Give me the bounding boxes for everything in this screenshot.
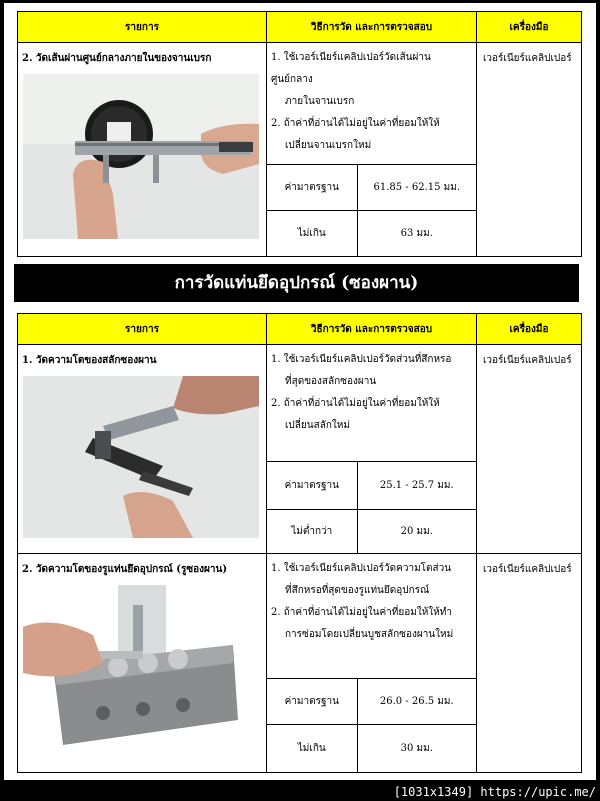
header-method: วิธีการวัด และการตรวจสอบ bbox=[267, 12, 477, 43]
pin-measurement-photo bbox=[23, 376, 259, 538]
method-step-2-cont: การซ่อมโดยเปลี่ยนบูชสลักซองผานใหม่ bbox=[285, 629, 454, 640]
method-step-1: 1. ใช้เวอร์เนียร์แคลิปเปอร์วัดเส้นผ่านศูนย์กลาง bbox=[271, 52, 431, 85]
header-tool: เครื่องมือ bbox=[477, 12, 582, 43]
standard-label: ค่ามาตรฐาน bbox=[267, 164, 357, 210]
minimum-label: ไม่ต่ำกว่า bbox=[267, 509, 357, 553]
tool-cell bbox=[477, 43, 582, 257]
method-step-2: 2. ถ้าค่าที่อ่านได้ไม่อยู่ในค่าที่ยอมให้ให้ bbox=[271, 398, 440, 409]
standard-value: 61.85 - 62.15 มม. bbox=[357, 164, 476, 210]
item-title: 1. วัดความโตของสลักซองผาน bbox=[22, 355, 157, 366]
tool-cell bbox=[477, 345, 582, 554]
method-cell bbox=[267, 43, 477, 257]
item-cell bbox=[18, 345, 267, 554]
item-cell bbox=[18, 554, 267, 773]
header-method: วิธีการวัด และการตรวจสอบ bbox=[267, 314, 477, 345]
spec-values bbox=[267, 164, 476, 257]
brake-disc-measurement-photo bbox=[23, 74, 259, 239]
limit-label: ไม่เกิน bbox=[267, 210, 357, 256]
method-step-2-cont: เปลี่ยนสลักใหม่ bbox=[285, 420, 350, 431]
method-cell bbox=[267, 554, 477, 773]
tool-cell bbox=[477, 554, 582, 773]
item-title: 2. วัดเส้นผ่านศูนย์กลางภายในของจานเบรก bbox=[22, 53, 212, 64]
standard-value: 25.1 - 25.7 มม. bbox=[357, 461, 476, 509]
standard-value: 26.0 - 26.5 มม. bbox=[357, 678, 476, 724]
item-cell bbox=[18, 43, 267, 257]
spec-values bbox=[267, 461, 476, 554]
method-step-1: 1. ใช้เวอร์เนียร์แคลิปเปอร์วัดส่วนที่สึกหรอ bbox=[271, 354, 452, 365]
item-title: 2. วัดความโตของรูแท่นยึดอุปกรณ์ (รูซองผาน) bbox=[22, 564, 228, 575]
limit-label: ไม่เกิน bbox=[267, 724, 357, 772]
header-item: รายการ bbox=[18, 12, 267, 43]
standard-label: ค่ามาตรฐาน bbox=[267, 678, 357, 724]
method-step-1-cont: ภายในจานเบรก bbox=[285, 96, 355, 107]
method-step-2-cont: เปลี่ยนจานเบรกใหม่ bbox=[285, 140, 372, 151]
method-step-1-cont: ที่สุดของสลักซองผาน bbox=[285, 376, 377, 387]
tool-name: เวอร์เนียร์แคลิปเปอร์ bbox=[483, 564, 572, 575]
standard-label: ค่ามาตรฐาน bbox=[267, 461, 357, 509]
header-item: รายการ bbox=[18, 314, 267, 345]
spec-table-bottom bbox=[17, 313, 582, 773]
bracket-hole-measurement-photo bbox=[23, 585, 259, 755]
limit-value: 63 มม. bbox=[357, 210, 476, 256]
method-step-2: 2. ถ้าค่าที่อ่านได้ไม่อยู่ในค่าที่ยอมให้ให้ bbox=[271, 118, 440, 129]
method-step-2: 2. ถ้าค่าที่อ่านได้ไม่อยู่ในค่าที่ยอมให้ให้ทำ bbox=[271, 607, 452, 618]
header-tool: เครื่องมือ bbox=[477, 314, 582, 345]
image-host-watermark: [1031x1349] https://upic.me/ bbox=[393, 785, 596, 799]
method-cell bbox=[267, 345, 477, 554]
minimum-value: 20 มม. bbox=[357, 509, 476, 553]
tool-name: เวอร์เนียร์แคลิปเปอร์ bbox=[483, 355, 572, 366]
spec-table-top bbox=[17, 11, 582, 257]
tool-name: เวอร์เนียร์แคลิปเปอร์ bbox=[483, 53, 572, 64]
limit-value: 30 มม. bbox=[357, 724, 476, 772]
spec-values bbox=[267, 678, 476, 773]
section-title: การวัดแท่นยึดอุปกรณ์ (ซองผาน) bbox=[14, 264, 579, 302]
method-step-1-cont: ที่สึกหรอที่สุดของรูแท่นยึดอุปกรณ์ bbox=[285, 585, 430, 596]
method-step-1: 1. ใช้เวอร์เนียร์แคลิปเปอร์วัดความโตส่วน bbox=[271, 563, 452, 574]
